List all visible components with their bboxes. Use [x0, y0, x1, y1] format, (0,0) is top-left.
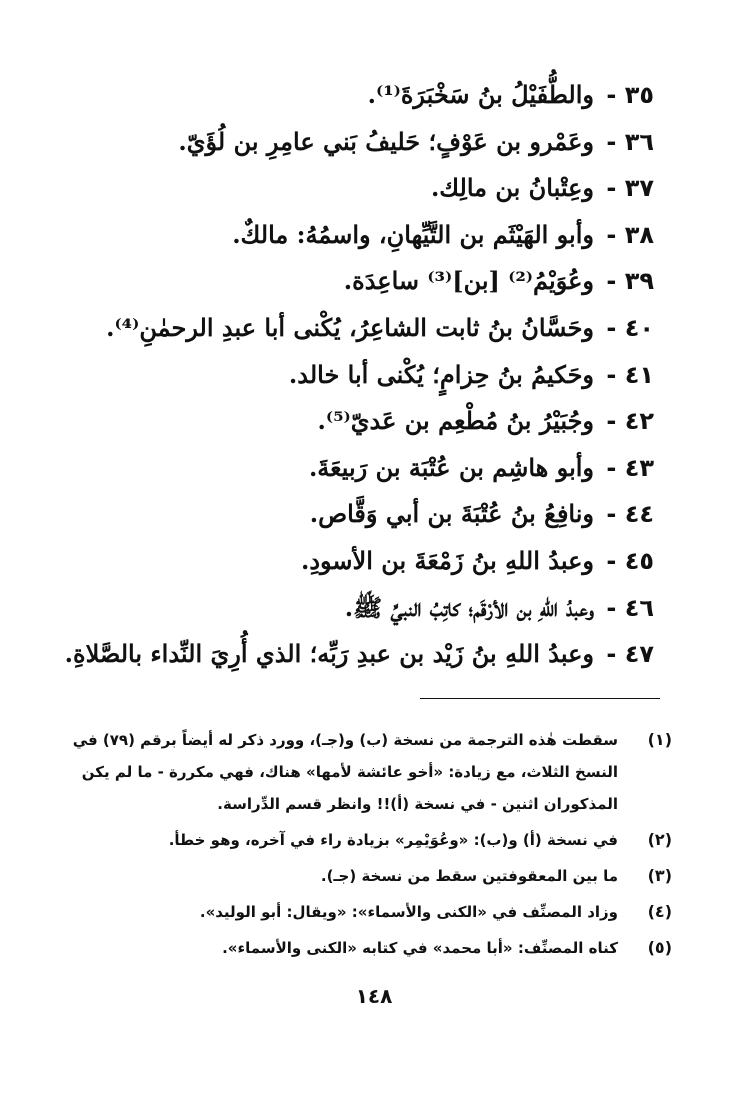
- entry-text: وجُبَيْرُ بنُ مُطْعِم بن عَديّ⁽⁵⁾.: [317, 406, 594, 436]
- entry-number: ٤٤ -: [606, 500, 654, 529]
- entry-number: ٣٧ -: [606, 174, 654, 203]
- entry-number: ٤٢ -: [606, 407, 654, 436]
- entry-number: ٤٣ -: [606, 453, 654, 482]
- footnote-3: [62, 860, 672, 892]
- footnote-text: في نسخة (أ) و(ب): «وعُوَيْمِر» بزيادة راء في آخره، وهو خطأ.: [168, 831, 618, 849]
- entry-37: [54, 165, 654, 212]
- entry-47: [54, 631, 654, 678]
- footnote-number: (٣): [647, 866, 672, 885]
- entry-text: وأبو هاشِم بن عُتْبَة بن رَبيعَةَ.: [308, 452, 594, 482]
- page-number: ١٤٨: [355, 984, 393, 1008]
- entry-43: [54, 445, 654, 492]
- footnote-2: [62, 824, 672, 856]
- footnote-4: [62, 896, 672, 928]
- entry-text: وأبو الهَيْثَم بن التَّيِّهانِ، واسمُهُ: مالكٌ.: [232, 219, 594, 249]
- footnote-number: (٢): [647, 830, 672, 849]
- entry-number: ٣٨ -: [606, 220, 654, 249]
- footnote-5: [62, 932, 672, 964]
- entry-35: [54, 72, 654, 119]
- entry-36: [54, 119, 654, 166]
- entry-number: ٤١ -: [606, 360, 654, 389]
- footnote-text: كناه المصنِّف: «أبا محمد» في كتابه «الكنى والأسماء».: [222, 939, 618, 957]
- footnote-text: وزاد المصنِّف في «الكنى والأسماء»: «ويقال: أبو الوليد».: [199, 903, 618, 921]
- footnote-number: (٤): [647, 902, 672, 921]
- footnote-number: (٥): [647, 938, 672, 957]
- entry-text: وعبدُ اللهِ بنُ زَيْد بن عبدِ رَبِّه؛ الذي أُرِيَ النِّداء بالصَّلاةِ.: [64, 639, 594, 669]
- entry-number: ٣٩ -: [606, 267, 654, 296]
- entry-44: [54, 491, 654, 538]
- footnote-1: [62, 724, 672, 820]
- footnote-list: [62, 724, 672, 968]
- entry-38: [54, 212, 654, 259]
- footnote-number: (١): [647, 730, 672, 749]
- entry-number: ٣٦ -: [606, 127, 654, 156]
- entry-45: [54, 538, 654, 585]
- entry-42: [54, 398, 654, 445]
- footnote-text: ما بين المعقوفتين سقط من نسخة (جـ).: [320, 867, 618, 885]
- entry-text: ونافِعُ بنُ عُتْبَةَ بن أبي وَقَّاص.: [309, 499, 594, 529]
- entry-text: وعَمْرو بن عَوْفٍ؛ حَليفُ بَني عامِرِ بن لُؤَيّ.: [178, 126, 594, 156]
- entry-46: [54, 585, 654, 632]
- entry-text: والطُّفَيْلُ بنُ سَخْبَرَةَ⁽¹⁾.: [367, 80, 594, 109]
- entry-40: [54, 305, 654, 352]
- footnote-text: سقطت هٰذه الترجمة من نسخة (ب) و(جـ)، وورد ذكر له أيضاً برقم (٧٩) في النسخ الثلاث، مع زيادة: «أخو عائشة لأمها» هناك، فهي مكررة - ما لم يكن المذكوران اثنين - في نسخة (أ)!! وانظر قسم الدِّراسة.: [72, 731, 618, 813]
- entry-39: [54, 258, 654, 305]
- entry-number: ٤٠ -: [606, 313, 654, 342]
- entry-text: وعِتْبانُ بن مالِك.: [430, 173, 594, 203]
- footnote-divider: [420, 698, 660, 699]
- entry-number: ٤٦ -: [606, 593, 654, 622]
- entry-text: وحَسَّانُ بنُ ثابت الشاعِرُ، يُكْنى أبا عبدِ الرحمٰنِ⁽⁴⁾.: [106, 312, 594, 342]
- entry-number: ٤٥ -: [606, 546, 654, 575]
- entry-text: وعُوَيْمُ⁽²⁾ [بن]⁽³⁾ ساعِدَة.: [343, 266, 594, 296]
- entry-list: [54, 72, 654, 678]
- entry-41: [54, 352, 654, 399]
- entry-number: ٣٥ -: [606, 81, 654, 109]
- entry-text: وعبدُ اللهِ بن الأرْقَم؛ كاتِبُ النبيِّ ﷺ.: [344, 592, 594, 622]
- entry-number: ٤٧ -: [606, 640, 654, 669]
- entry-text: وعبدُ اللهِ بنُ زَمْعَةَ بن الأسودِ.: [300, 545, 594, 575]
- entry-text: وحَكيمُ بنُ حِزامٍ؛ يُكْنى أبا خالد.: [288, 359, 594, 389]
